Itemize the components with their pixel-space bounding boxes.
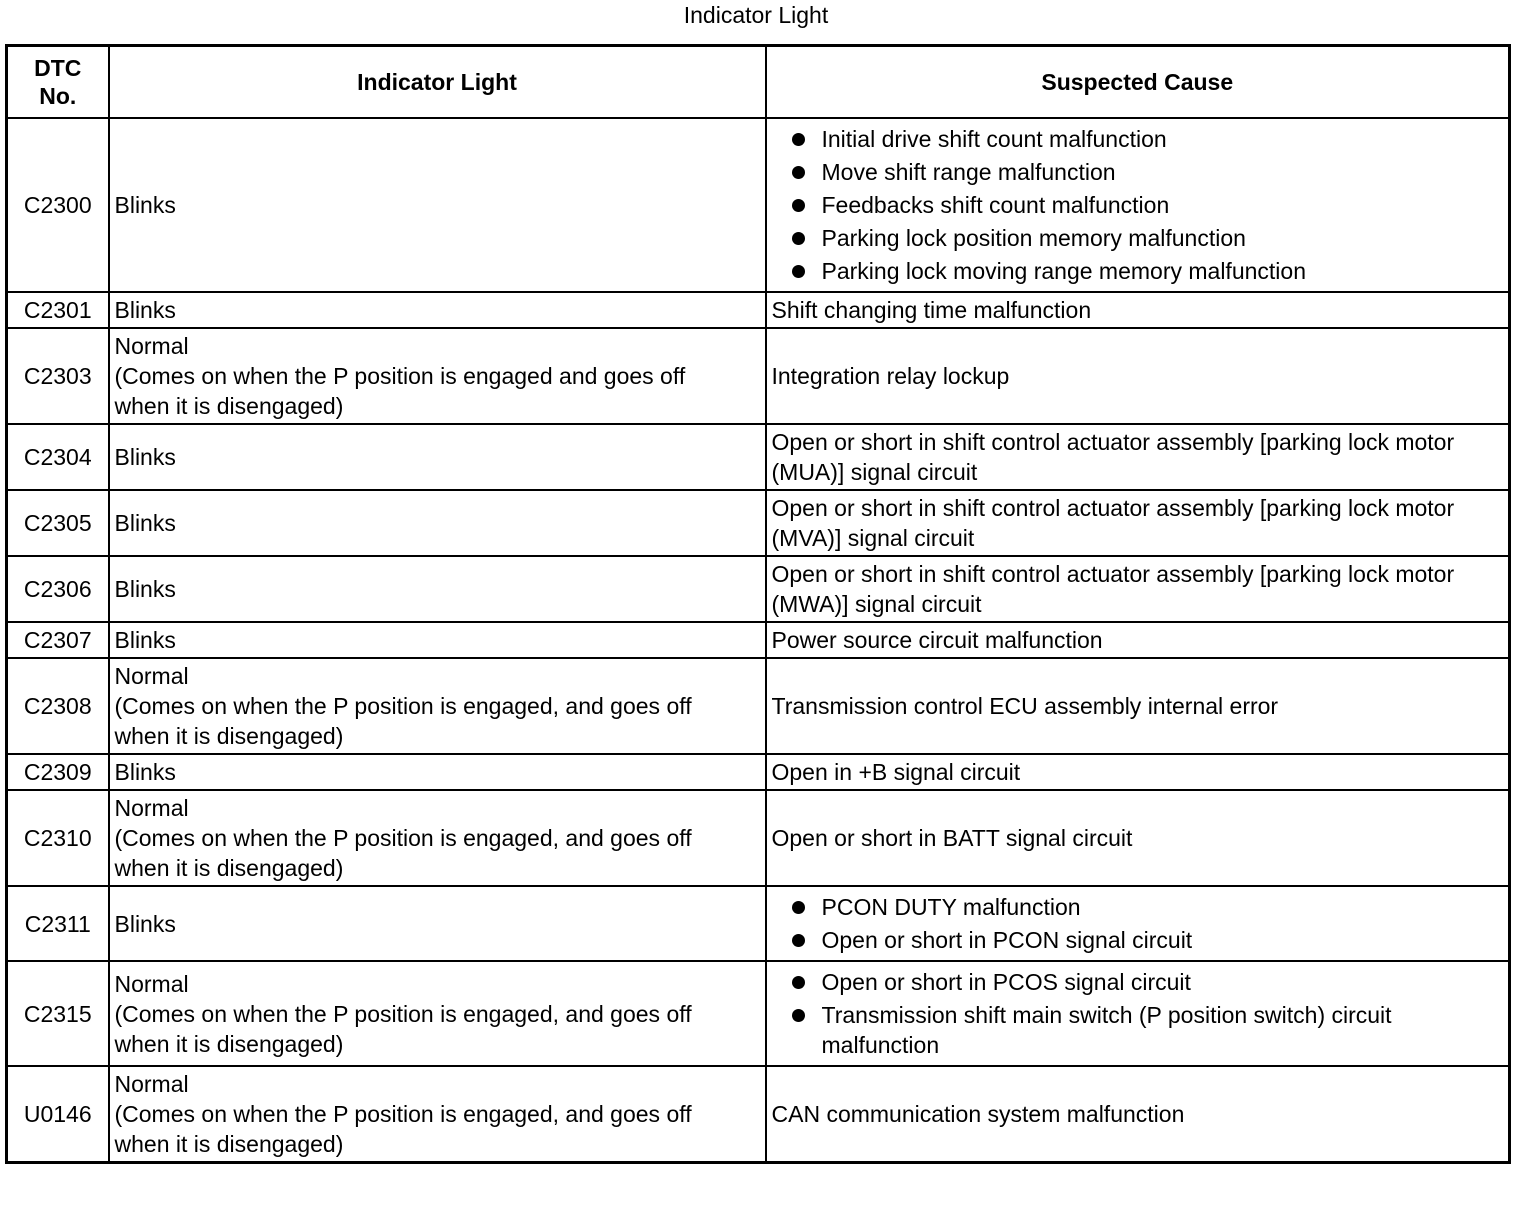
dtc-code-cell: C2305 [7,490,109,556]
indicator-light-line: Normal [114,1071,189,1097]
indicator-light-cell [109,292,766,328]
suspected-cause-cell [766,118,1510,292]
table-row [7,118,1510,292]
dtc-code-cell: C2310 [7,790,109,886]
list-item [790,967,1504,997]
dtc-code-cell: C2304 [7,424,109,490]
suspected-cause-cell: Open in +B signal circuit [766,754,1510,790]
indicator-light-line: (Comes on when the P position is engaged, and goes off [114,825,692,851]
table-row [7,424,1510,490]
list-item [790,190,1504,220]
indicator-light-line: when it is disengaged) [114,393,344,419]
cause-item-text: PCON DUTY malfunction [821,894,1081,920]
cause-item-text: Move shift range malfunction [821,159,1116,185]
suspected-cause-cell: Open or short in shift control actuator assembly [parking lock motor (MWA)] signal circuit [766,556,1510,622]
table-row [7,886,1510,961]
list-item [790,256,1504,286]
cause-item-text: Feedbacks shift count malfunction [821,192,1170,218]
table-row [7,292,1510,328]
indicator-light-line: when it is disengaged) [114,855,344,881]
bullet-icon [792,133,805,146]
table-caption: Indicator Light [683,2,829,28]
suspected-cause-cell [766,886,1510,961]
indicator-light-cell [109,961,766,1066]
header-indicator-light: Indicator Light [109,46,766,119]
suspected-cause-cell: Open or short in BATT signal circuit [766,790,1510,886]
indicator-light-line: Normal [114,333,189,359]
indicator-light-cell [109,490,766,556]
header-dtc-line2: No. [39,83,77,109]
table-row [7,328,1510,424]
cause-item-text: Initial drive shift count malfunction [821,126,1167,152]
indicator-light-cell [109,622,766,658]
dtc-code-cell: C2307 [7,622,109,658]
bullet-icon [792,199,805,212]
header-suspected-cause: Suspected Cause [766,46,1510,119]
indicator-light-cell [109,424,766,490]
dtc-code-cell: C2306 [7,556,109,622]
table-row [7,1066,1510,1163]
bullet-icon [792,976,805,989]
bullet-icon [792,901,805,914]
cause-item-text: Open or short in PCON signal circuit [821,927,1193,953]
suspected-cause-cell: CAN communication system malfunction [766,1066,1510,1163]
indicator-light-line: Blinks [114,510,176,536]
header-dtc-no [7,46,109,119]
table-row [7,754,1510,790]
suspected-cause-cell: Open or short in shift control actuator assembly [parking lock motor (MVA)] signal circuit [766,490,1510,556]
indicator-light-cell [109,886,766,961]
suspected-cause-cell: Transmission control ECU assembly internal error [766,658,1510,754]
dtc-code-cell: C2309 [7,754,109,790]
list-item [790,925,1504,955]
bullet-icon [792,1009,805,1022]
table-header [7,46,1510,119]
indicator-light-line: Normal [114,663,189,689]
suspected-cause-cell: Shift changing time malfunction [766,292,1510,328]
cause-list [772,892,1504,955]
indicator-light-cell [109,790,766,886]
indicator-light-line: Blinks [114,759,176,785]
indicator-light-line: Blinks [114,910,176,937]
indicator-light-cell [109,1066,766,1163]
indicator-light-line: Blinks [114,297,176,323]
indicator-light-line: when it is disengaged) [114,1030,344,1057]
list-item [790,157,1504,187]
cause-list [772,124,1504,286]
bullet-icon [792,265,805,278]
indicator-light-line: Blinks [114,444,176,470]
indicator-light-line: Blinks [114,627,176,653]
list-item [790,1000,1504,1060]
indicator-light-line: Blinks [114,192,176,218]
table-row [7,556,1510,622]
dtc-code-cell: C2301 [7,292,109,328]
bullet-icon [792,232,805,245]
cause-list [772,967,1504,1060]
indicator-light-line: (Comes on when the P position is engaged, and goes off [114,1000,692,1027]
indicator-light-line: (Comes on when the P position is engaged, and goes off [114,1101,692,1127]
cause-item-text: Parking lock position memory malfunction [821,225,1246,251]
list-item [790,223,1504,253]
indicator-light-line: Blinks [114,576,176,602]
suspected-cause-cell: Power source circuit malfunction [766,622,1510,658]
indicator-light-cell [109,328,766,424]
suspected-cause-cell: Open or short in shift control actuator assembly [parking lock motor (MUA)] signal circuit [766,424,1510,490]
table-row [7,490,1510,556]
suspected-cause-cell: Integration relay lockup [766,328,1510,424]
table-row [7,790,1510,886]
table-row [7,658,1510,754]
indicator-light-line: when it is disengaged) [114,723,344,749]
suspected-cause-cell [766,961,1510,1066]
table-row [7,622,1510,658]
bullet-icon [792,934,805,947]
dtc-code-cell: C2308 [7,658,109,754]
dtc-code-cell: C2300 [7,118,109,292]
list-item [790,124,1504,154]
cause-item-text: Parking lock moving range memory malfunction [821,258,1306,284]
dtc-code-cell: U0146 [7,1066,109,1163]
header-dtc-line1: DTC [34,55,82,81]
indicator-light-line: Normal [114,970,189,997]
dtc-code-cell: C2311 [7,886,109,961]
header-row [7,46,1510,119]
dtc-code-cell: C2315 [7,961,109,1066]
indicator-light-line: (Comes on when the P position is engaged, and goes off [114,693,692,719]
dtc-code-cell: C2303 [7,328,109,424]
table-body [7,118,1510,1163]
dtc-table [5,44,1511,1164]
cause-item-text: Transmission shift main switch (P position switch) circuit malfunction [821,1002,1392,1058]
indicator-light-line: Normal [114,795,189,821]
cause-item-text: Open or short in PCOS signal circuit [821,969,1191,995]
indicator-light-line: when it is disengaged) [114,1131,344,1157]
indicator-light-cell [109,658,766,754]
indicator-light-cell [109,556,766,622]
table-row [7,961,1510,1066]
indicator-light-cell [109,754,766,790]
indicator-light-line: (Comes on when the P position is engaged and goes off [114,363,686,389]
indicator-light-cell [109,118,766,292]
list-item [790,892,1504,922]
bullet-icon [792,166,805,179]
